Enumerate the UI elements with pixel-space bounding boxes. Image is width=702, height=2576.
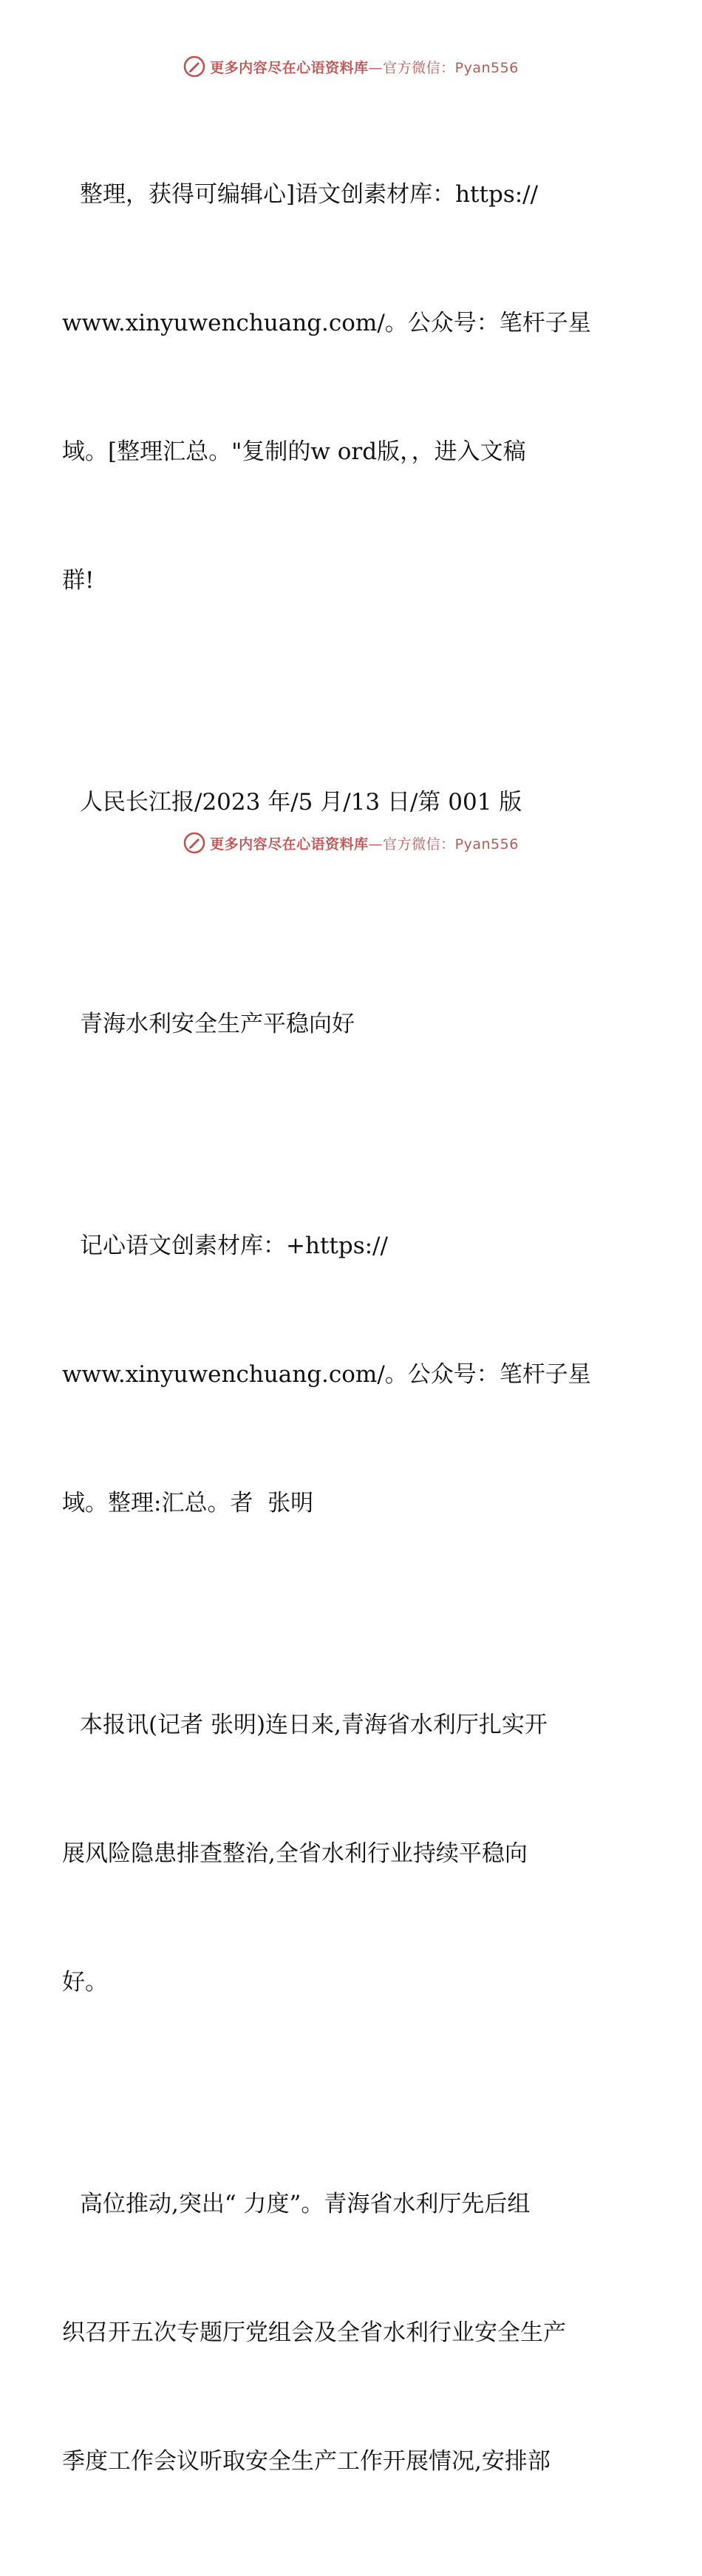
- article-headline: [71, 917, 633, 1131]
- text-line: 域。整理:汇总。者 张明: [62, 1490, 314, 1516]
- text-line: 织召开五次专题厅党组会及全省水利行业安全生产: [62, 2319, 566, 2346]
- text-line: 人民长江报/2023 年/5 月/13 日/第 001 版: [80, 789, 522, 816]
- banner-title: 更多内容尽在心语资料库: [210, 59, 369, 76]
- text-line: 记心语文创素材库：+https://: [80, 1233, 388, 1259]
- banner-wechat: 官方微信：Pyan556: [383, 835, 519, 853]
- text-line: 青海水利安全生产平稳向好: [80, 1011, 355, 1037]
- text-line: 高位推动,突出“ 力度”。青海省水利厅先后组: [80, 2191, 531, 2217]
- text-line: 季度工作会议听取安全生产工作开展情况,安排部: [62, 2448, 551, 2475]
- paragraph-intro-note: [62, 87, 633, 688]
- paragraph-byline: [62, 1139, 633, 1610]
- banner-title: 更多内容尽在心语资料库: [210, 835, 369, 853]
- text-line: www.xinyuwenchuang.com/。公众号：笔杆子星: [62, 1361, 591, 1388]
- header-banner: [0, 52, 702, 81]
- text-line: 群!: [62, 567, 95, 594]
- paragraph-lead: [62, 1618, 633, 2089]
- text-line: 域。[整理汇总。"复制的w ord版，，进入文稿: [62, 438, 526, 465]
- document-body: [62, 87, 633, 2576]
- paragraph-body: [62, 2097, 633, 2569]
- banner-separator: —: [368, 835, 384, 853]
- text-line: 好。: [62, 1969, 108, 1996]
- logo-icon: [183, 832, 205, 854]
- text-line: 整理，获得可编辑心]语文创素材库：https://: [80, 181, 539, 208]
- logo-icon: [183, 55, 205, 78]
- text-line: 本报讯(记者 张明)连日来,青海省水利厅扎实开: [80, 1712, 548, 1738]
- text-line: www.xinyuwenchuang.com/。公众号：笔杆子星: [62, 310, 591, 336]
- footer-banner: [0, 828, 702, 858]
- banner-separator: —: [368, 59, 384, 76]
- banner-wechat: 官方微信：Pyan556: [383, 59, 519, 76]
- text-line: 展风险隐患排查整治,全省水利行业持续平稳向: [62, 1840, 528, 1867]
- paragraph-source-line: [71, 695, 633, 909]
